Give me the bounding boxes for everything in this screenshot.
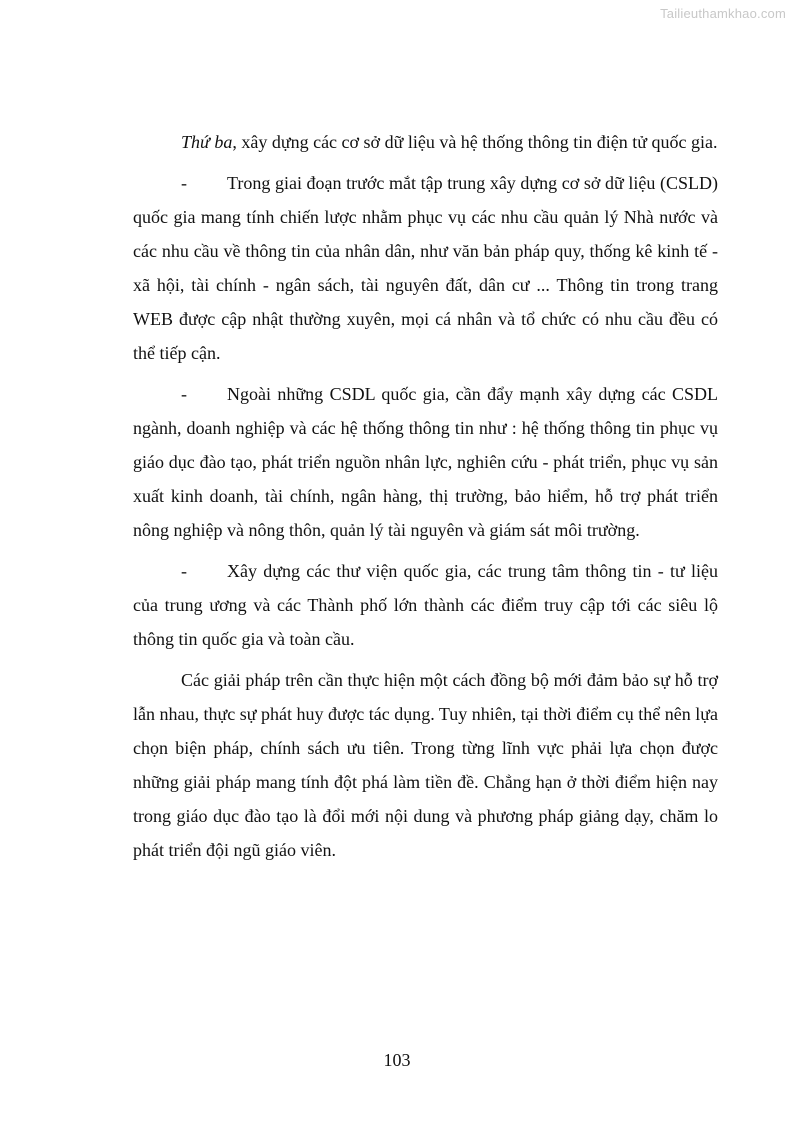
intro-paragraph <box>133 125 718 159</box>
conclusion-paragraph: Các giải pháp trên cần thực hiện một cách đồng bộ mới đảm bảo sự hỗ trợ lẫn nhau, thực sự phát huy được tác dụng. Tuy nhiên, tại thời điểm cụ thể nên lựa chọn biện pháp, chính sách ưu tiên. Trong từng lĩnh vực phải lựa chọn được những giải pháp mang tính đột phá làm tiền đề. Chẳng hạn ở thời điểm hiện nay trong giáo dục đào tạo là đổi mới nội dung và phương pháp giảng dạy, chăm lo phát triển đội ngũ giáo viên. <box>133 670 718 860</box>
intro-text: , xây dựng các cơ sở dữ liệu và hệ thống thông tin điện tử quốc gia. <box>232 132 718 152</box>
bullet-paragraph-3 <box>133 554 718 656</box>
bullet-dash: - <box>181 173 187 193</box>
page-body <box>133 125 718 874</box>
bullet-dash: - <box>181 561 187 581</box>
bullet-text: Xây dựng các thư viện quốc gia, các trung tâm thông tin - tư liệu của trung ương và các Thành phố lớn thành các điểm truy cập tới các siêu lộ thông tin quốc gia và toàn cầu. <box>133 561 718 649</box>
bullet-paragraph-2 <box>133 377 718 547</box>
bullet-text: Ngoài những CSDL quốc gia, cần đẩy mạnh xây dựng các CSDL ngành, doanh nghiệp và các hệ thống thông tin như : hệ thống thông tin phục vụ giáo dục đào tạo, phát triển nguồn nhân lực, nghiên cứu - phát triển, phục vụ sản xuất kinh doanh, tài chính, ngân hàng, thị trường, bảo hiểm, hỗ trợ phát triển nông nghiệp và nông thôn, quản lý tài nguyên và giám sát môi trường. <box>133 384 718 540</box>
bullet-text: Trong giai đoạn trước mắt tập trung xây dựng cơ sở dữ liệu (CSLD) quốc gia mang tính chiến lược nhằm phục vụ các nhu cầu quản lý Nhà nước và các nhu cầu về thông tin của nhân dân, như văn bản pháp quy, thống kê kinh tế - xã hội, tài chính - ngân sách, tài nguyên đất, dân cư ... Thông tin trong trang WEB được cập nhật thường xuyên, mọi cá nhân và tổ chức có nhu cầu đều có thể tiếp cận. <box>133 173 718 363</box>
watermark: Tailieuthamkhao.com <box>660 6 786 21</box>
intro-lead: Thứ ba <box>181 132 233 152</box>
bullet-dash: - <box>181 384 187 404</box>
page-number: 103 <box>383 1050 411 1070</box>
bullet-paragraph-1 <box>133 166 718 370</box>
